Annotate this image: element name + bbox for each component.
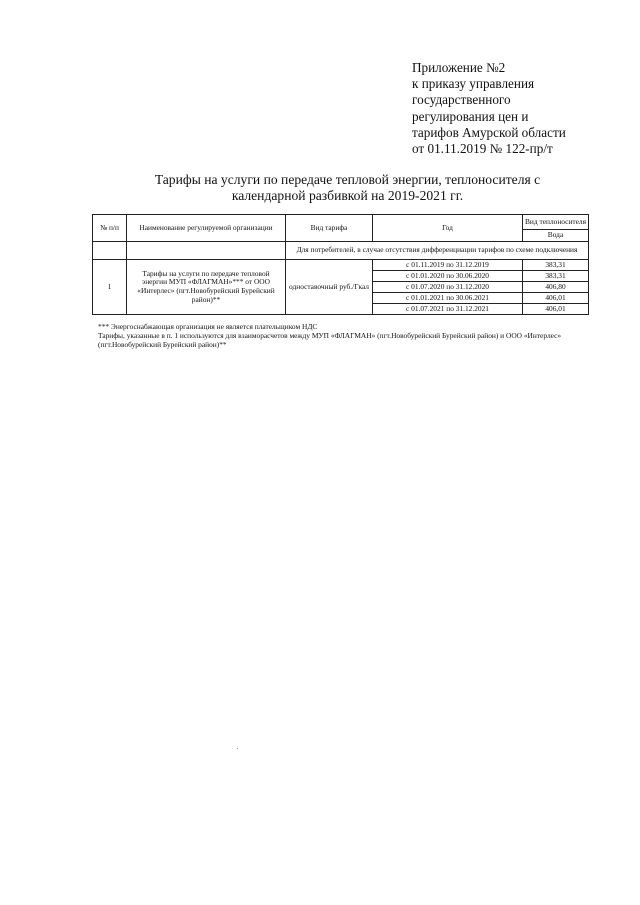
value-cell: 406,80 (523, 282, 589, 293)
footnote-usage: Тарифы, указанные в п. 1 используются для взаиморасчетов между МУП «ФЛАГМАН» (пгт.Новобурейский Бурейский район) и ООО «Интерлес» (пгт.Новобурейский Бурейский район)** (98, 331, 562, 350)
footnotes (98, 322, 598, 350)
appendix-line: регулирования цен и (412, 108, 529, 124)
value-cell: 406,01 (523, 293, 589, 304)
header-num: № п/п (93, 215, 127, 242)
consumers-row: Для потребителей, в случае отсутствия дифференциации тарифов по схеме подключения (286, 242, 589, 260)
empty-cell (127, 242, 286, 260)
appendix-line: тарифов Амурской области (412, 124, 566, 140)
title-line-1: Тарифы на услуги по передаче тепловой энергии, теплоносителя с (154, 172, 541, 187)
period-cell: с 01.07.2021 по 31.12.2021 (373, 304, 523, 315)
value-cell: 406,01 (523, 304, 589, 315)
period-cell: с 01.01.2020 по 30.06.2020 (373, 271, 523, 282)
header-tariff-type: Вид тарифа (286, 215, 373, 242)
header-organization: Наименование регулируемой организации (127, 215, 286, 242)
entry-organization: Тарифы на услуги по передаче тепловой энергии МУП «ФЛАГМАН»*** от ООО «Интерлес» (пгт.Новобурейский Бурейский район)** (127, 260, 286, 315)
entry-num: 1 (93, 260, 127, 315)
appendix-line: к приказу управления (412, 76, 535, 92)
appendix-line: государственного (412, 92, 511, 108)
appendix-line: Приложение №2 (412, 60, 506, 75)
value-cell: 383,31 (523, 271, 589, 282)
value-cell: 383,31 (523, 260, 589, 271)
tariff-table (92, 214, 589, 315)
period-cell: с 01.11.2019 по 31.12.2019 (373, 260, 523, 271)
document-title (95, 172, 600, 204)
period-cell: с 01.07.2020 по 31.12.2020 (373, 282, 523, 293)
title-line-2: календарной разбивкой на 2019-2021 гг. (231, 188, 464, 203)
period-cell: с 01.01.2021 по 30.06.2021 (373, 293, 523, 304)
entry-tariff-type: одноставочный руб./Гкал (286, 260, 373, 315)
empty-cell (93, 242, 127, 260)
header-year: Год (373, 215, 523, 242)
appendix-line: от 01.11.2019 № 122-пр/т (412, 141, 553, 157)
footnote-vat: *** Энергоснабжающая организация не является плательщиком НДС (98, 322, 318, 331)
appendix-header (412, 60, 627, 157)
scan-speck (237, 748, 238, 749)
header-carrier-water: Вода (523, 230, 589, 242)
header-carrier: Вид теплоносителя (523, 215, 589, 230)
